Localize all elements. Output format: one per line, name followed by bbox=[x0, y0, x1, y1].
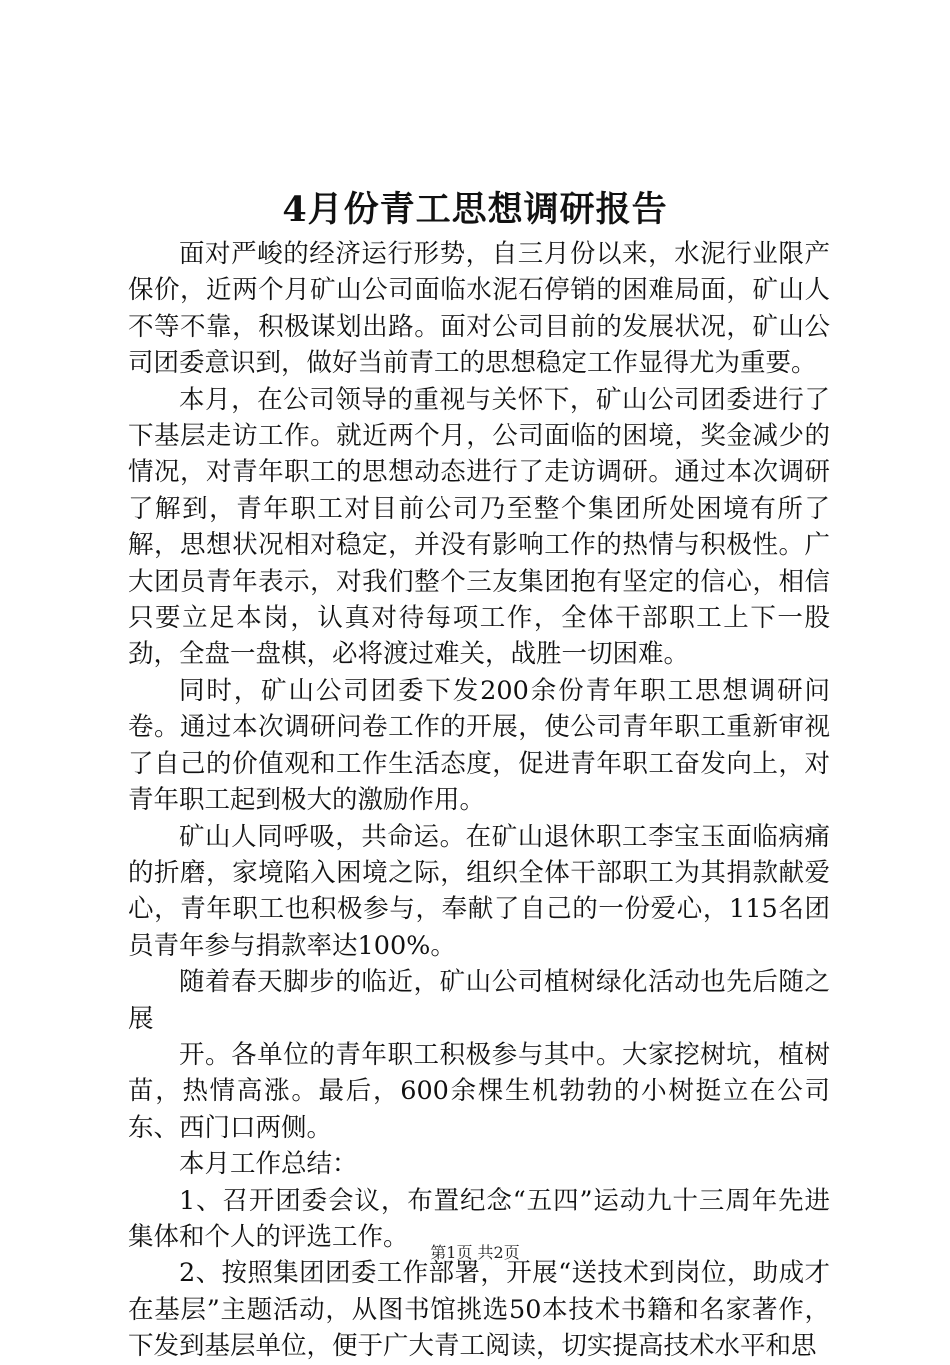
paragraph: 随着春天脚步的临近，矿山公司植树绿化活动也先后随之展 bbox=[128, 967, 830, 1034]
page-number-footer: 第1页 共2页 bbox=[430, 1243, 520, 1262]
paragraph: 同时，矿山公司团委下发200余份青年职工思想调研问卷。通过本次调研问卷工作的开展，使公司青年职工重新审视了自己的价值观和工作生活态度，促进青年职工奋发向上，对青年职工起到极大的激励作用。 bbox=[128, 675, 830, 816]
document-title: 4月份青工思想调研报告 bbox=[282, 189, 668, 230]
paragraph: 矿山人同呼吸，共命运。在矿山退休职工李宝玉面临病痛的折磨，家境陷入困境之际，组织全体干部职工为其捐款献爱心，青年职工也积极参与，奉献了自己的一份爱心，115名团员青年参与捐款率达100%。 bbox=[128, 821, 830, 961]
paragraph: 本月，在公司领导的重视与关怀下，矿山公司团委进行了下基层走访工作。就近两个月，公司面临的困境，奖金减少的情况，对青年职工的思想动态进行了走访调研。通过本次调研了解到，青年职工对目前公司乃至整个集团所处困境有所了解，思想状况相对稳定，并没有影响工作的热情与积极性。广大团员青年表示，对我们整个三友集团抱有坚定的信心，相信只要立足本岗，认真对待每项工作，全体干部职工上下一股劲，全盘一盘棋，必将渡过难关，战胜一切困难。 bbox=[128, 384, 830, 670]
list-item: 1、召开团委会议，布置纪念“五四”运动九十三周年先进集体和个人的评选工作。 bbox=[128, 1185, 830, 1252]
paragraph: 面对严峻的经济运行形势，自三月份以来，水泥行业限产保价，近两个月矿山公司面临水泥石停销的困难局面，矿山人不等不靠，积极谋划出路。面对公司目前的发展状况，矿山公司团委意识到，做好当前青工的思想稳定工作显得尤为重要。 bbox=[128, 239, 830, 379]
document-body bbox=[128, 236, 830, 1365]
list-item: 2、按照集团团委工作部署，开展“送技术到岗位，助成才在基层”主题活动，从图书馆挑选50本技术书籍和名家著作，下发到基层单位，便于广大青工阅读，切实提高技术水平和思 bbox=[128, 1258, 830, 1362]
paragraph: 开。各单位的青年职工积极参与其中。大家挖树坑，植树苗，热情高涨。最后，600余棵生机勃勃的小树挺立在公司东、西门口两侧。 bbox=[128, 1039, 830, 1143]
paragraph: 本月工作总结： bbox=[179, 1149, 358, 1180]
